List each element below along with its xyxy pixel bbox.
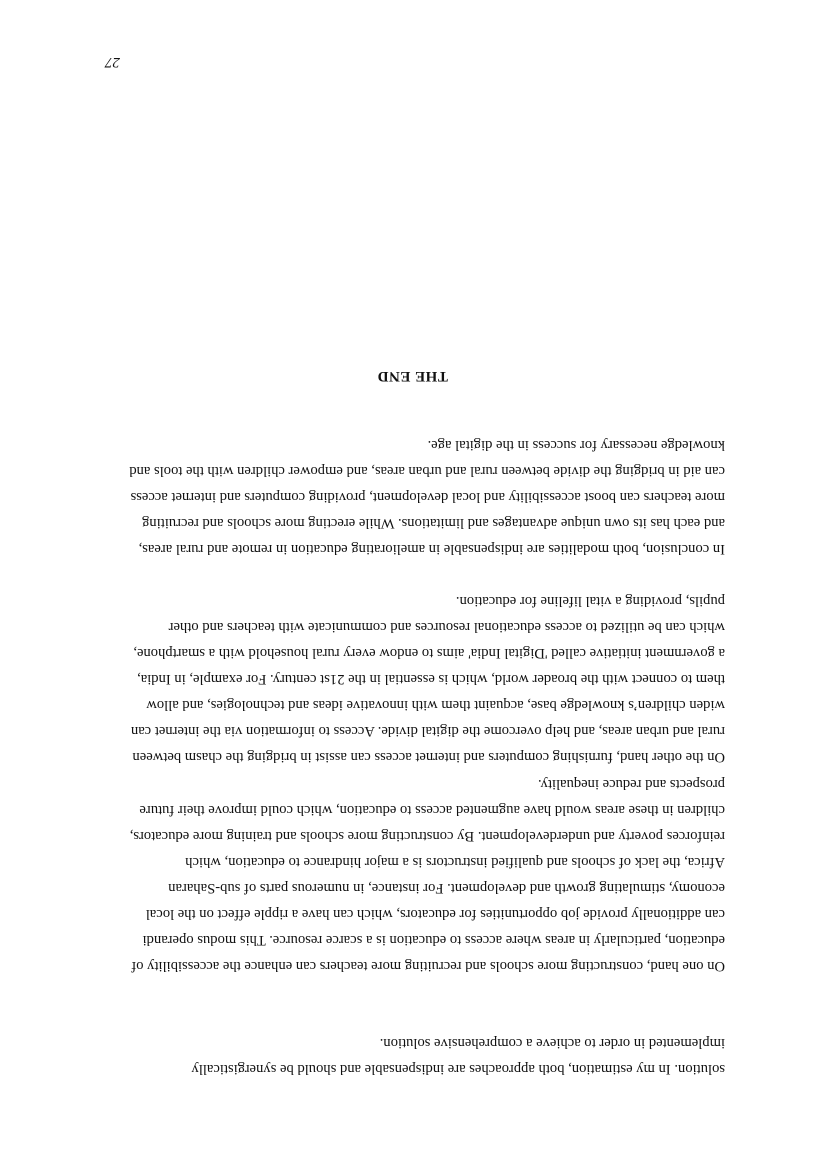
text-line: children in these areas would have augmented access to education, which could improve their future	[139, 802, 725, 818]
text-line: can additionally provide job opportunities for educators, which can have a ripple effect on the local	[145, 906, 725, 922]
text-line: rural and urban areas, and help overcome the digital divide. Access to information via the internet can	[130, 723, 725, 739]
text-line: pupils, providing a vital lifeline for education.	[455, 593, 725, 609]
text-line: which can be utilized to access educational resources and communicate with teachers and other	[168, 619, 725, 635]
text-line: reinforces poverty and underdevelopment. By constructing more schools and training more educators,	[129, 828, 725, 844]
the-end-heading: THE END	[377, 368, 448, 384]
text-line: widen children’s knowledge base, acquaint them with innovative ideas and technologies, and allow	[146, 697, 725, 713]
text-line: implemented in order to achieve a comprehensive solution.	[379, 1035, 725, 1051]
page-number: 27	[105, 54, 120, 70]
text-line: On one hand, constructing more schools and recruiting more teachers can enhance the accessibility of	[131, 958, 725, 974]
paragraph-computers-internet	[99, 588, 725, 770]
intro-paragraph	[99, 1030, 725, 1082]
text-line: On the other hand, furnishing computers and internet access can assist in bridging the chasm between	[132, 749, 725, 765]
text-line: and each has its own unique advantages and limitations. While erecting more schools and recruiting	[142, 515, 725, 531]
paragraph-conclusion	[99, 432, 725, 562]
text-line: a government initiative called 'Digital India' aims to endow every rural household with a smartphone,	[133, 645, 725, 661]
text-line: solution. In my estimation, both approaches are indispensable and should be synergistically	[191, 1061, 725, 1077]
text-line: them to connect with the broader world, which is essential in the 21st century. For example, in India,	[137, 671, 725, 687]
text-line: more teachers can boost accessibility and local development, providing computers and internet access	[130, 489, 725, 505]
text-line: education, particularly in areas where access to education is a scarce resource. This modus operandi	[142, 932, 725, 948]
text-line: In conclusion, both modalities are indispensable in ameliorating education in remote and rural areas,	[138, 541, 725, 557]
paragraph-schools-teachers	[99, 771, 725, 979]
text-line: Africa, the lack of schools and qualified instructors is a major hindrance to education, which	[185, 854, 725, 870]
text-line: prospects and reduce inequality.	[537, 776, 725, 792]
text-line: economy, stimulating growth and development. For instance, in numerous parts of sub-Saharan	[168, 880, 725, 896]
text-line: can aid in bridging the divide between rural and urban areas, and empower children with the tools and	[129, 463, 725, 479]
text-line: knowledge necessary for success in the digital age.	[427, 437, 725, 453]
